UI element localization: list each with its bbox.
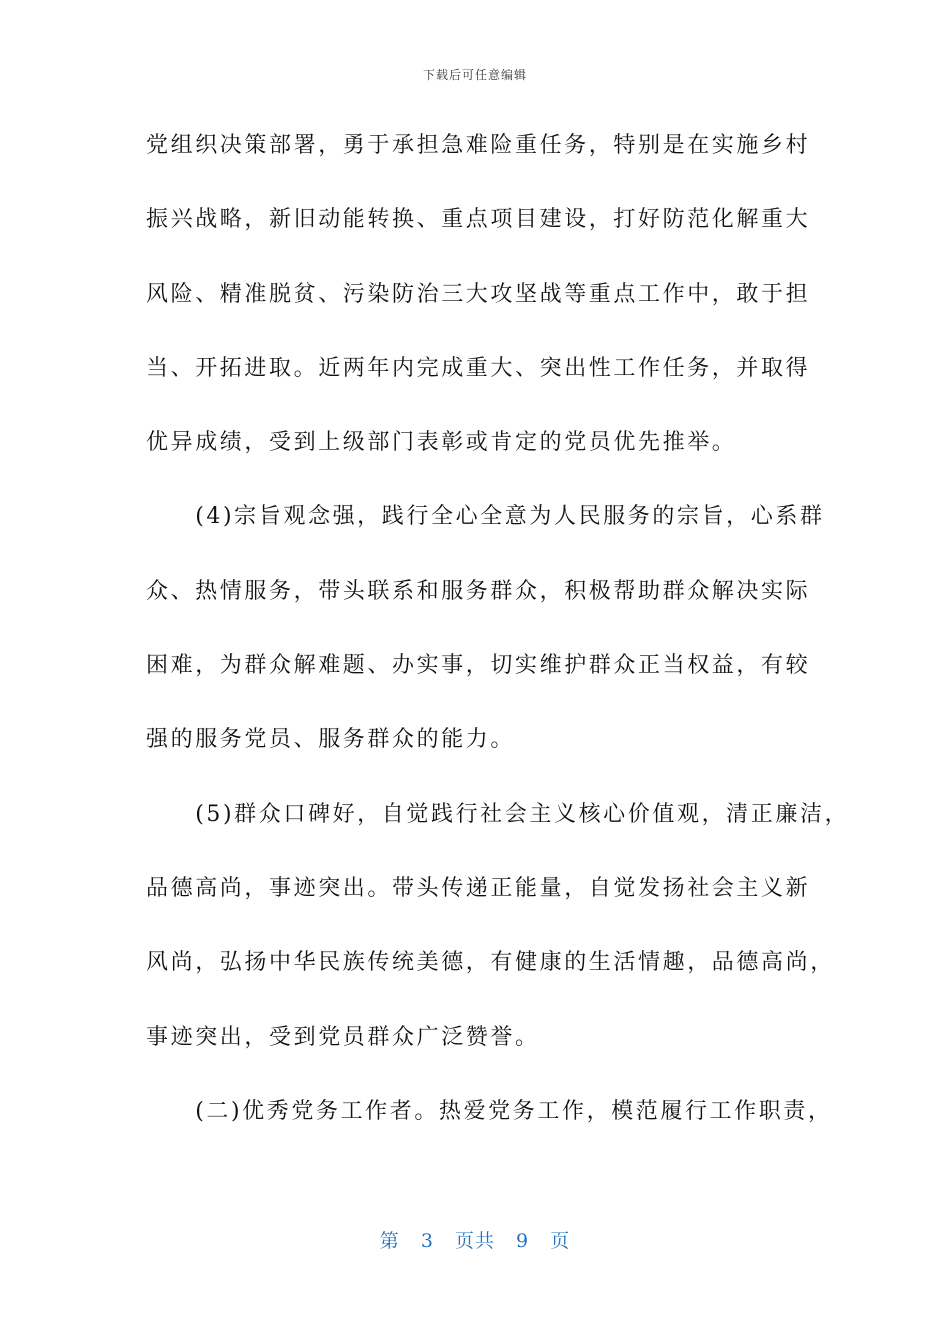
- page-header: 下载后可任意编辑: [422, 68, 527, 82]
- footer-label-end: 页: [550, 1230, 571, 1252]
- body-text: [146, 128, 850, 1168]
- footer-label-total: 页共: [454, 1230, 495, 1252]
- text-line: 党组织决策部署，勇于承担急难险重任务，特别是在实施乡村: [146, 133, 811, 158]
- text-line: 风险、精准脱贫、污染防治三大攻坚战等重点工作中，敢于担: [146, 281, 811, 307]
- text-line: 风尚，弘扬中华民族传统美德，有健康的生活情趣，品德高尚，: [146, 950, 835, 976]
- footer-label-page: 第: [379, 1230, 400, 1252]
- text-line: 振兴战略，新旧动能转换、重点项目建设，打好防范化解重大: [146, 207, 811, 233]
- text-line: 优异成绩，受到上级部门表彰或肯定的党员优先推举。: [146, 430, 737, 456]
- text-line: 困难，为群众解难题、办实事，切实维护群众正当权益，有较: [146, 653, 811, 679]
- text-line: 事迹突出，受到党员群众广泛赞誉。: [146, 1024, 540, 1050]
- text-line: 当、开拓进取。近两年内完成重大、突出性工作任务，并取得: [146, 355, 811, 381]
- footer-current-page: 3: [420, 1230, 434, 1252]
- text-line: 众、热情服务，带头联系和服务群众，积极帮助群众解决实际: [146, 578, 811, 604]
- footer-total-pages: 9: [516, 1230, 530, 1252]
- text-line: (4)宗旨观念强，践行全心全意为人民服务的宗旨，心系群: [146, 504, 825, 530]
- text-line: (二)优秀党务工作者。热爱党务工作，模范履行工作职责，: [146, 1098, 833, 1124]
- text-line: 强的服务党员、服务群众的能力。: [146, 727, 516, 753]
- text-line: (5)群众口碑好，自觉践行社会主义核心价值观，清正廉洁，: [146, 801, 850, 827]
- text-line: 品德高尚，事迹突出。带头传递正能量，自觉发扬社会主义新: [146, 875, 811, 901]
- page-footer: [0, 1226, 950, 1253]
